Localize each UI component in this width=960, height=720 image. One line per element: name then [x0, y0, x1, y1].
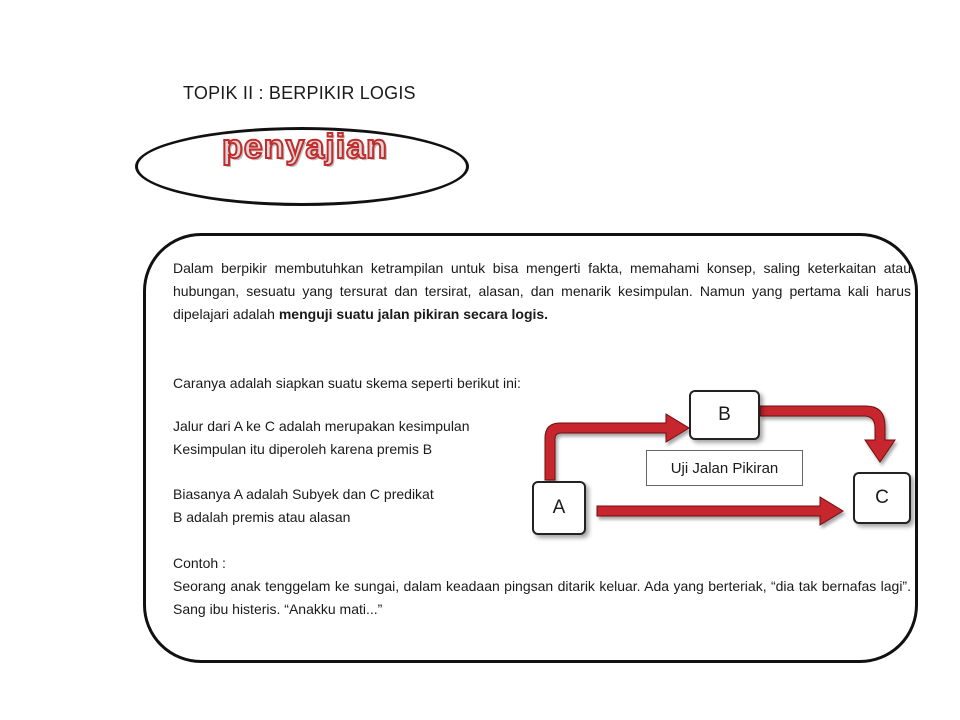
diagram-caption: Uji Jalan Pikiran	[646, 450, 803, 486]
example-paragraph: Seorang anak tenggelam ke sungai, dalam keadaan pingsan ditarik keluar. Ada yang berteriak, “dia tak bernafas lagi”. Sang ibu histeris. “Anakku mati...”	[173, 578, 911, 617]
intro-text: Dalam berpikir membutuhkan ketrampilan untuk bisa mengerti fakta, memahami konsep, saling keterkaitan atau hubungan, sesuatu yang tersurat dan tersirat, alasan, dan menarik kesimpulan. Namun yang pertama kali harus dipelajari adalah	[173, 260, 911, 322]
arrow-a-to-c	[597, 497, 843, 525]
subject-text: Biasanya A adalah Subyek dan C predikat	[173, 486, 434, 502]
intro-emphasis: menguji suatu jalan pikiran secara logis.	[278, 306, 549, 322]
node-a: A	[532, 481, 586, 535]
topic-title: TOPIK II : BERPIKIR LOGIS	[183, 83, 416, 103]
section-heading: penyajian	[222, 128, 388, 166]
example-label: Contoh :	[173, 555, 226, 571]
premise-text: B adalah premis atau alasan	[173, 509, 351, 525]
method-text: Caranya adalah siapkan suatu skema seperti berikut ini:	[173, 375, 521, 391]
path-text: Jalur dari A ke C adalah merupakan kesimpulan	[173, 418, 470, 434]
node-c: C	[853, 472, 911, 524]
node-b: B	[689, 390, 760, 440]
conclusion-text: Kesimpulan itu diperoleh karena premis B	[173, 441, 433, 457]
